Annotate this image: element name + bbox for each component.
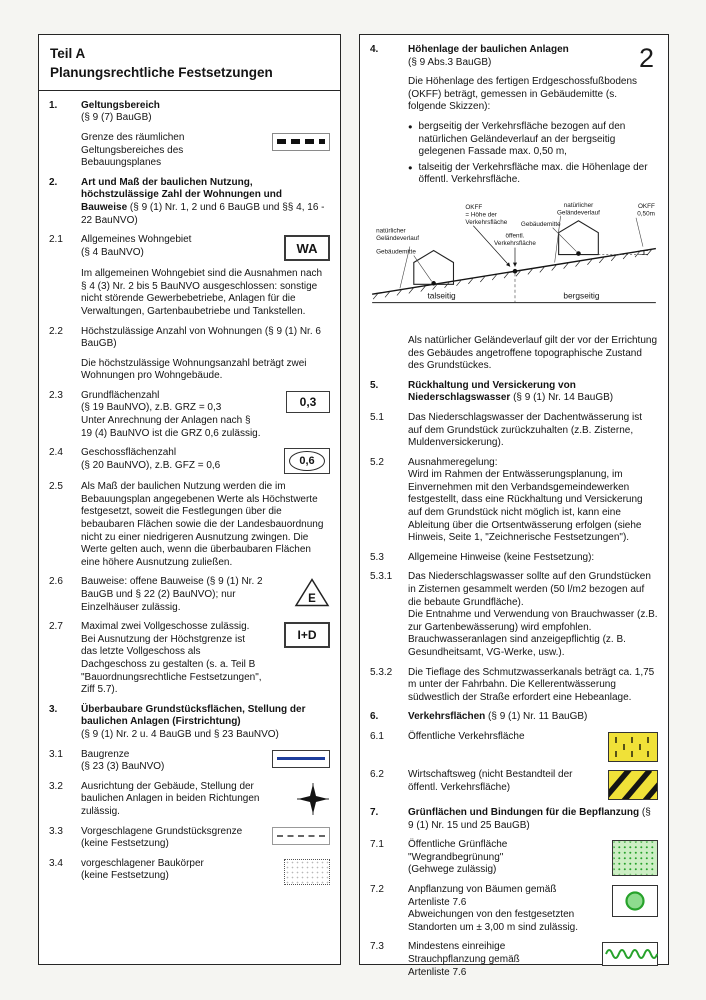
item-number: 2.4 [49, 447, 63, 459]
building-type-letter: E [308, 593, 316, 606]
section-5-header [370, 380, 658, 405]
item-6-2 [370, 769, 658, 800]
section-title: Geltungsbereich [81, 99, 160, 111]
section-ref: (§ 9 (7) BauGB) [81, 112, 152, 124]
height-position-sketch-wrap [370, 197, 658, 327]
section-title: Überbaubare Grundstücksflächen, Stellung der baulichen Anlagen (Firstrichtung) [81, 703, 306, 728]
section-1-header [49, 100, 330, 125]
item-7-3 [370, 941, 658, 979]
item-ref: (keine Festsetzung) [81, 838, 169, 850]
item-2-3 [49, 390, 330, 440]
left-column-body [39, 91, 340, 885]
item-text: Als Maß der baulichen Nutzung werden die im Bebauungsplan angegebenen Werte als Höchstwerte festgesetzt, soweit die Festlegungen über die bebaubaren Flächen sowie die der Landesbauordnung nicht zu einer niedrigeren Ausnutzung zwingen. Die Werte gelten auch, wenn die überbaubaren Flächen eine höhere Ausnutzung zuließen. [81, 481, 324, 568]
item-ref: (§ 4 BauNVO) [81, 246, 144, 258]
bullet-icon: ● [408, 162, 413, 172]
section-6-header [370, 711, 658, 724]
paragraph-4b [370, 335, 658, 373]
street-label: öffentl. [505, 232, 525, 240]
building-centre-label-right: Gebäudemitte [520, 220, 561, 228]
item-number: 2.3 [49, 389, 63, 401]
item-2-2 [49, 326, 330, 351]
section-7-header [370, 807, 658, 832]
section-ref: (§ 9 (1) Nr. 11 BauGB) [488, 711, 588, 723]
item-text: Anpflanzung von Bäumen gemäß Artenliste 7.6 [408, 883, 557, 908]
item-number: 6.1 [370, 730, 384, 742]
legend-item-plan-boundary [49, 132, 330, 170]
storeys-value: I+D [297, 628, 317, 643]
street-level-dot [513, 269, 518, 274]
item-5-2 [370, 457, 658, 545]
okff-label-3: Verkehrsfläche [465, 218, 508, 226]
hill-side-house-icon [559, 221, 599, 255]
paragraph-text: Im allgemeinen Wohngebiet sind die Ausnahmen nach § 4 (3) Nr. 2 bis 5 BauNVO ausgeschlossen: sonstige nicht störende Gewerbebetriebe, Anlagen für die Verwaltungen, Gartenbaubetriebe und Tankstellen. [81, 268, 323, 317]
item-number: 5.1 [370, 411, 384, 423]
dashed-line-icon [277, 835, 325, 837]
valley-side-label: talseitig [427, 290, 456, 301]
okff-right-value: 0,50m [637, 210, 655, 218]
item-number: 2.6 [49, 576, 63, 588]
boundary-dash-line-icon [277, 139, 325, 144]
item-number: 2.1 [49, 234, 63, 246]
section-number: 2. [49, 176, 58, 188]
bullet-item [408, 121, 658, 159]
wa-label: WA [296, 240, 318, 256]
item-number: 5.3 [370, 551, 384, 563]
part-title: Planungsrechtliche Festsetzungen [50, 64, 273, 80]
section-3-header [49, 704, 330, 742]
item-5-3 [370, 552, 658, 565]
open-building-type-symbol [294, 577, 330, 608]
shrub-planting-symbol [602, 942, 658, 966]
grz-value: 0,3 [299, 394, 317, 409]
orientation-star-symbol [296, 782, 330, 816]
item-text-2: Abweichungen von den festgesetzten Standorten um ± 3,00 m sind zulässig. [408, 909, 579, 933]
storeys-symbol [284, 622, 330, 648]
paragraph-2-1 [49, 268, 330, 318]
section-number: 3. [49, 703, 58, 715]
item-text: Baugrenze [81, 748, 130, 760]
gfz-ellipse-icon [289, 451, 325, 471]
item-number: 3.1 [49, 748, 63, 760]
tree-circle-icon [627, 892, 644, 909]
section-title: Rückhaltung und Versickerung von Niederschlagswasser [408, 379, 576, 404]
item-number: 2.7 [49, 621, 63, 633]
hill-side-label: bergseitig [563, 290, 600, 301]
item-number: 5.2 [370, 456, 384, 468]
section-2-header [49, 177, 330, 227]
four-point-star-icon [298, 784, 328, 814]
item-2-5 [49, 481, 330, 569]
item-text: Wirtschaftsweg (nicht Bestandteil der öffentl. Verkehrsfläche) [408, 768, 573, 793]
item-5-3-1 [370, 571, 658, 659]
okff-label: OKFF [465, 203, 483, 211]
item-number: 5.3.1 [370, 571, 393, 583]
section-ref: (§ 9 (1) Nr. 15 und 25 BauGB) [408, 806, 651, 831]
building-centre-dot-left [431, 281, 436, 286]
right-column-body [360, 35, 668, 979]
height-position-sketch [370, 197, 658, 322]
section-number: 6. [370, 711, 379, 723]
item-text: Allgemeine Hinweise (keine Festsetzung): [408, 551, 595, 563]
natural-ground-label-right: natürlicher [563, 201, 594, 209]
bullet-icon: ● [408, 121, 413, 131]
item-3-2 [49, 781, 330, 819]
item-text-3: (Gehwege zulässig) [408, 864, 497, 876]
public-traffic-area-symbol [608, 732, 658, 762]
item-text: Mindestens einreihige [408, 941, 506, 953]
section-number: 5. [370, 379, 379, 391]
item-2-6 [49, 576, 330, 614]
section-ref: (§ 9 (1) Nr. 14 BauGB) [513, 392, 614, 404]
suggested-plot-boundary-symbol [272, 827, 330, 845]
item-text: Bauweise: offene Bauweise (§ 9 (1) Nr. 2 BauGB und § 22 (2) BauNVO); nur Einzelhäuser zulässig. [81, 576, 263, 613]
building-centre-label-left: Gebäudemitte [376, 248, 416, 256]
section-4-header [370, 44, 658, 69]
item-text: Höchstzulässige Anzahl von Wohnungen (§ 9 (1) Nr. 6 BauGB) [81, 325, 321, 350]
farm-road-symbol [608, 770, 658, 800]
wa-zone-symbol [284, 235, 330, 261]
item-2-7 [49, 621, 330, 697]
valley-side-house-icon [414, 251, 454, 285]
item-number: 3.2 [49, 780, 63, 792]
item-text: Geschossflächenzahl [81, 447, 177, 459]
section-title-with-ref [408, 807, 658, 832]
section-title: Grünflächen und Bindungen für die Bepflanzung [408, 806, 640, 818]
green-area-symbol [612, 840, 658, 876]
section-number: 4. [370, 44, 379, 55]
bullet-text: talseitig der Verkehrsfläche max. die Höhenlage der öffentl. Verkehrsfläche. [418, 161, 648, 186]
section-title: Verkehrsflächen [408, 711, 486, 723]
item-2-4 [49, 447, 330, 474]
natural-ground-label-left-2: Geländeverlauf [376, 235, 420, 243]
section-ref: (§ 9 (1) Nr. 1, 2 und 6 BauGB und §§ 4, 16 - 22 BauNVO) [81, 201, 325, 226]
item-text: Vorgeschlagene Grundstücksgrenze [81, 825, 243, 837]
item-number: 7.3 [370, 941, 384, 953]
natural-ground-label-left: natürlicher [376, 227, 406, 235]
section-title-with-ref [408, 380, 658, 405]
item-7-2 [370, 884, 658, 934]
paragraph-text: Als natürlicher Geländeverlauf gilt der vor der Errichtung des Gebäudes angetroffene topographische Zustand des Grundstückes. [408, 334, 658, 372]
item-7-1 [370, 839, 658, 877]
section-number: 1. [49, 99, 58, 111]
section-title-with-ref [408, 711, 658, 724]
item-3-3 [49, 826, 330, 851]
item-text: vorgeschlagener Baukörper [81, 857, 204, 869]
item-text: Wird im Rahmen der Entwässerungsplanung, im Einvernehmen mit den Verbandsgemeindewerken festgestellt, dass eine Rückhaltung und Versickerung auf dem Grundstück nicht möglich ist, kann eine Ableitung über die Ortsentwässerung erfolgen (siehe Hinweis, Seite 1, "Zeichnerische Festsetzungen"). [408, 469, 643, 544]
green-stipple-icon [614, 842, 657, 875]
building-centre-dot-right [576, 251, 581, 256]
item-ref: (§ 20 BauNVO), z.B. GFZ = 0,6 [81, 459, 221, 471]
right-column [359, 34, 669, 978]
item-text: Maximal zwei Vollgeschosse zulässig. Bei Ausnutzung der Höchstgrenze ist das letzte Vollgeschoss als Dachgeschoss zu gestalten (s. a. Teil B "Bauordnungsrechtliche Festsetzungen", Ziff 5.7). [81, 621, 262, 696]
item-text: Ausrichtung der Gebäude, Stellung der baulichen Anlagen in beiden Richtungen zulässig. [81, 780, 260, 817]
left-column [38, 34, 341, 965]
item-6-1 [370, 731, 658, 762]
item-3-4 [49, 858, 330, 885]
paragraph-2-2 [49, 358, 330, 383]
section-ref: (§ 9 (1) Nr. 2 u. 4 BauGB und § 23 BauNVO) [81, 728, 279, 740]
gfz-value: 0,6 [299, 455, 315, 468]
item-text: Allgemeines Wohngebiet [81, 234, 192, 246]
item-text-3: Artenliste 7.6 [408, 966, 467, 978]
bullet-item [408, 162, 658, 187]
item-number: 3.4 [49, 857, 63, 869]
item-number: 6.2 [370, 768, 384, 780]
item-text-2: Die Entnahme und Verwendung von Brauchwasser (z.B. zur Gartenbewässerung) wird empfohlen. Brauchwasseranlagen sind anzeigepflichtig (z. B. Gesundheitsamt, VG-Werke, usw.). [408, 609, 658, 658]
bullet-list-4 [370, 121, 658, 190]
item-text: Öffentliche Verkehrsfläche [408, 730, 525, 742]
item-text: Öffentliche Grünfläche [408, 839, 508, 851]
okff-label-2: = Höhe der [465, 211, 497, 219]
left-column-header [39, 35, 340, 91]
item-5-3-2 [370, 667, 658, 705]
item-text-lead: Ausnahmeregelung: [408, 456, 498, 468]
section-title: Art und Maß der baulichen Nutzung, höchstzulässige Zahl der Wohnungen und Bauweise [81, 176, 282, 213]
part-label: Teil A [50, 46, 86, 61]
item-number: 3.3 [49, 825, 63, 837]
street-label-2: Verkehrsfläche [494, 240, 536, 248]
tree-planting-symbol [612, 885, 658, 917]
section-title-with-ref [81, 177, 330, 227]
paragraph-4 [370, 76, 658, 114]
item-number: 7.2 [370, 883, 384, 895]
plan-boundary-symbol [272, 133, 330, 151]
item-5-1 [370, 412, 658, 450]
item-ref: (§ 19 BauNVO), z.B. GRZ = 0,3 [81, 402, 222, 414]
baugrenze-symbol [272, 750, 330, 768]
item-2-1 [49, 234, 330, 261]
legend-item-text: Grenze des räumlichen Geltungsbereiches des Bebauungsplanes [81, 131, 185, 169]
item-ref: (§ 23 (3) BauNVO) [81, 761, 165, 773]
item-number: 5.3.2 [370, 666, 393, 678]
page-number: 2 [638, 43, 654, 73]
natural-ground-label-right-2: Geländeverlauf [557, 209, 600, 217]
item-text: Das Niederschlagswasser der Dachentwässerung ist auf dem Grundstück zurückzuhalten (z.B. Zisterne, Muldenversickerung). [408, 411, 642, 449]
bullet-text: bergseitig der Verkehrsfläche bezogen auf den natürlichen Geländeverlauf an der bergseitig gelegenen Fassade max. 0,50 m, [418, 120, 626, 158]
paragraph-text: Die höchstzulässige Wohnungsanzahl beträgt zwei Wohnungen pro Wohngebäude. [81, 357, 307, 382]
gfz-value-symbol [284, 448, 330, 474]
item-number: 7.1 [370, 839, 384, 851]
item-text-2: Strauchpflanzung gemäß [408, 953, 520, 965]
item-number: 2.2 [49, 325, 63, 337]
section-ref: (§ 9 Abs.3 BauGB) [408, 56, 492, 68]
item-note: Unter Anrechnung der Anlagen nach § 19 (4) BauNVO ist die GRZ 0,6 zulässig. [81, 415, 261, 439]
grz-value-symbol [286, 391, 330, 413]
item-text: Das Niederschlagswasser sollte auf den Grundstücken in Zisternen gesammelt werden (50 l/m2 bezogen auf die bebaute Grundfläche). [408, 571, 651, 608]
section-title: Höhenlage der baulichen Anlagen [408, 44, 569, 55]
baugrenze-blue-line-icon [277, 757, 325, 760]
item-number: 2.5 [49, 481, 63, 493]
section-number: 7. [370, 806, 379, 818]
item-text: Die Tieflage des Schmutzwasserkanals beträgt ca. 1,75 m unter der Fahrbahn. Die Kellerentwässerung südwestlich der Straße erfordert eine Hebeanlage. [408, 666, 655, 703]
item-text: Grundflächenzahl [81, 389, 160, 401]
okff-right-label: OKFF [637, 202, 655, 210]
paragraph-text: Die Höhenlage des fertigen Erdgeschossfußbodens (OKFF) beträgt, gemessen in Gebäudemitte (s. folgende Skizzen): [408, 76, 638, 113]
item-ref: (keine Festsetzung) [81, 870, 169, 882]
suggested-building-symbol [284, 859, 330, 885]
item-3-1 [49, 749, 330, 774]
item-text-2: "Wegrandbegrünung" [408, 851, 504, 863]
